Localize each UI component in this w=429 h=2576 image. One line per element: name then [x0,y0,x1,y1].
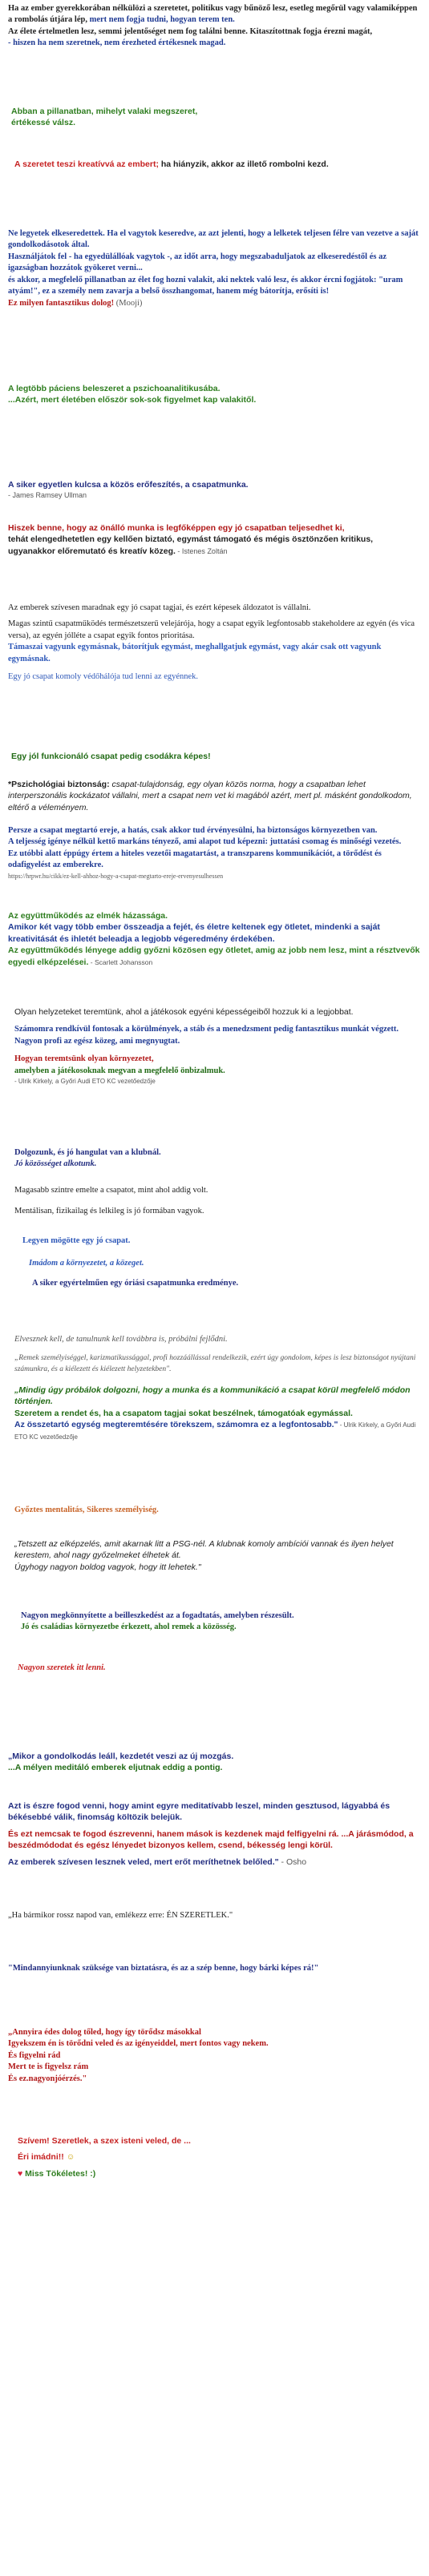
quote-text: Támaszai vagyunk egymásnak, bátorítjuk egymást, meghallgatjuk egymást, vagy akár csak ott vagyunk egymásnak. [8,643,382,663]
quote-text: Az emberek szívesen lesznek veled, mert erőt meríthetnek belőled." [8,1856,279,1867]
quote-text: Ne legyetek elkeseredettek. Ha el vagytok keseredve, az azt jelenti, hogy a lelketek teljesen félre van vezetve a saját gondolkodásotok által. [8,229,419,250]
quote-text: Győztes mentalitás, Sikeres személyiség. [14,1506,159,1514]
quote-text: Amikor két vagy több ember összeadja a fejét, és életre keltenek egy ötletet, mindenki a saját kreativitását és ihletét beleadja a legjobb végeredmény érdekében. [8,922,380,944]
quote-block-psychoanalyst [8,383,422,406]
quote-block-miracles [11,751,425,762]
quote-block-osho [8,1800,422,1868]
quote-text: Nagyon megkönnyítette a beilleszkedést az a fogadtatás, amelyben részesült. [21,1611,294,1620]
quote-author: - Scarlett Johansson [88,957,153,966]
quote-text: A siker egyértelműen egy óriási csapatmunka eredménye. [32,1278,239,1288]
quote-text: Az együttműködés az elmék házassága. [8,911,168,921]
quote-block-i-love-you [8,1910,422,1921]
quote-text: A legtöbb páciens beleszeret a pszichoanalitikusába. [8,384,221,393]
quote-text: amelyben a játékosoknak megvan a megfelelő önbizalmuk. [14,1066,225,1075]
quote-text: "Mindannyiunknak szüksége van biztatásra, és az a szép benne, hogy bárki képes rá!" [8,1964,319,1973]
quote-block-creative [14,159,415,170]
quote-block-good-atmosphere [14,1147,419,1289]
quote-text: És ez.nagyonjóérzés." [8,2074,87,2083]
quote-text: Szeretem a rendet és, ha a csapatom tagjai sokat beszélnek, támogatóak egymással. [14,1408,353,1418]
quote-block-caring [8,2027,422,2085]
quote-text: Miss Tökéletes! :) [25,2168,96,2179]
quote-text: ...Azért, mert életében először sok-sok figyelmet kap valakitől. [8,395,257,405]
quote-text: értékessé válsz. [11,118,75,128]
quote-text: Mentálisan, fizikailag és lelkileg is jó formában vagyok. [14,1207,204,1216]
quote-text: „Mikor a gondolkodás leáll, kezdetét veszi az új mozgás. [8,1752,234,1761]
quote-term: *Pszichológiai biztonság: [8,780,110,789]
quote-block-integration [21,1611,418,1634]
quote-block-retention [8,825,422,881]
quote-block-johansson [8,910,422,968]
quote-text: Az együttműködés lényege addig győzni közösen egy ötletet, amig az jobb nem lesz, mint a résztvevők egyedi elképzelései. [8,945,420,967]
heart-icon: ♥ [18,2168,23,2179]
quote-block-mooji [8,228,422,309]
quote-text: És ezt nemcsak te fogod észrevenni, hanem mások is kezdenek majd felfigyelni rá. ...A járásmódod, a beszédmódodat és egész lényedet bizonyos kellem, csend, békesség lengi körül. [8,1828,414,1851]
quote-text: - hiszen ha nem szeretnek, nem érezheted értékesnek magad. [8,38,226,48]
quote-text: Használjátok fel - ha egyedülállóak vagytok -, az időt arra, hogy megszabaduljatok az elkeseredéstől és az igazságban hozzátok gyökeret verni... [8,252,387,273]
quote-block-psg [14,1538,419,1573]
quote-block-meditation [8,1751,422,1774]
quote-text: és akkor, a megfelelő pillanatban az élet fog hozni valakit, aki nektek való lesz, és akkor ércni fogjátok: "uram atyám!", ez a személy nem zavarja a belső összhangomat, hanem még bátorítja, erősíti is! [8,275,403,296]
quote-text: Hiszek benne, hogy az önálló munka is legfőképpen egy jó csapatban teljesedhet ki, [8,523,345,533]
quote-author: - Osho [278,1856,307,1867]
quote-block-miss-perfect [18,2135,429,2179]
quote-text: „Tetszett az elképzelés, amit akarnak litt a PSG-nél. A klubnak komoly ambíciói vannak és ilyen helyet kerestem, ahol nagy győzelmeket élhetek át. [14,1539,394,1561]
quote-author: - James Ramsey Ullman [8,491,87,500]
quote-text: Jó közösséget alkotunk. [14,1159,97,1169]
quote-text: Magasabb szintre emelte a csapatot, mint ahol addig volt. [14,1185,208,1195]
quote-line [18,2168,429,2179]
quote-text: A szeretet teszi kreatívvá az embert; [14,159,159,169]
quote-text: A siker egyetlen kulcsa a közös erőfeszítés, a csapatmunka. [8,480,249,490]
quote-block-winning-mentality [14,1505,428,1516]
quote-text: Az élete értelmetlen lesz, semmi jelentőséget nem fog találni benne. Kitaszítottnak fogja érezni magát, [8,26,373,36]
quote-text: Olyan helyzeteket teremtünk, ahol a játékosok egyéni képességeiből hozzuk ki a legjobbat. [14,1007,354,1017]
quote-text: „Annyira édes dolog tőled, hogy így törődsz másokkal [8,2028,201,2037]
quote-text: Egy jó csapat komoly védőhálója tud lenni az egyénnek. [8,672,199,682]
quote-text: Ez utóbbi alatt éppúgy értem a hiteles vezetői magatartást, a transzparens kommunikációt, a törődést és odafigyelést az emberekre. [8,849,382,870]
quote-block-love-here [18,1663,429,1674]
quote-block-valuable [11,106,425,129]
quote-text: „Mindig úgy próbálok dolgozni, hogy a munka és a kommunikáció a csapat körül megfelelő módon történjen. [14,1385,411,1407]
quote-text: Persze a csapat megtartó ereje, a hatás, csak akkor tud érvényesülni, ha biztonságos környezetben van. [8,826,378,835]
quote-text: Nagyon profi az egész közeg, ami megnyugtat. [14,1036,180,1046]
quote-author: - Ulrik Kirkely, a Győri Audi ETO KC vezetőedzője [14,1421,416,1441]
quote-text: Magas szintű csapatműködés természetszerű velejárója, hogy a csapat egyik legfontosabb stakeholdere az egyén (és vica versa), az egyén jólléte a csapat egyik fontos prioritása. [8,619,415,640]
quote-text: „Ha bármikor rossz napod van, emlékezz erre: ÉN SZERETLEK." [8,1911,233,1920]
quote-block-kirkely-2 [14,1334,419,1443]
quote-text: És figyelni rád [8,2050,61,2060]
quote-text: tehát elengedhetetlen egy kellően biztató, egymást támogató és mégis ösztönzően kritikus, ugyanakkor előremutató és kreatív közeg. [8,534,374,556]
quote-text: A teljesség igénye nélkül kettő markáns tényező, ami alapot tud képezni: juttatási csomag és minőségi vezetés. [8,837,402,847]
quote-block-kirkely-1 [14,1006,419,1086]
quote-text: Nagyon szeretek itt lenni. [18,1663,106,1672]
quote-block-psych-safety [8,779,422,813]
quote-text: Mert te is figyelsz rám [8,2062,89,2072]
smiley-icon: ☺ [66,2152,75,2163]
quote-author: - Istenes Zoltán [175,546,228,555]
quote-text: Ha az ember gyerekkorában nélkülözi a szeretetet, politikus vagy bűnöző lesz, esetleg megőrül vagy valamiképpen a rombolás útjára lép, [8,4,418,25]
quote-text: Igyekszem én is törődni veled és az igényeiddel, mert fontos vagy nekem. [8,2039,269,2049]
quote-text: Egy jól funkcionáló csapat pedig csodákra képes! [11,752,211,761]
quote-text: Elvesznek kell, de tanulnunk kell továbbra is, próbálni fejlődni. [14,1335,228,1344]
quote-text: Számomra rendkívül fontosak a körülmények, a stáb és a menedzsment pedig fantasztikus munkát végzett. [14,1025,399,1034]
source-link[interactable]: https://hrpwr.hu/cikk/ez-kell-ahhoz-hogy-a-csapat-megtarto-ereje-ervenyesulhessen [8,872,224,880]
quote-text: Imádom a környezetet, a közeget. [29,1259,144,1268]
quote-line [18,2151,429,2163]
quote-text: Abban a pillanatban, mihelyt valaki megszeret, [11,107,198,116]
quote-text: ...A mélyen meditáló emberek eljutnak eddig a pontig. [8,1763,223,1773]
quote-text: Legyen mögötte egy jó csapat. [22,1236,131,1245]
quote-text: Az emberek szívesen maradnak egy jó csapat tagjai, és ezért képesek áldozatot is vállalni. [8,603,311,612]
quote-block-childhood-love [8,3,422,50]
quote-text: Hogyan teremtsünk olyan környezetet, [14,1054,154,1064]
quote-text: „Remek személyiséggel, karizmatikussággal, profi hozzáállással rendelkezik, ezért úgy gondolom, képes is lesz biztonságot nyújtani számunkra, és a kiélezett és kiélezett helyzetekben". [14,1354,416,1373]
quote-block-ullman [8,479,422,501]
quote-text: Szívem! Szeretlek, a szex isteni veled, de ... [18,2136,191,2146]
quote-text: Ez milyen fantasztikus dolog! [8,298,115,308]
quote-block-team [8,603,422,683]
quote-text: Dolgozunk, és jó hangulat van a klubnál. [14,1148,161,1157]
quote-text: Azt is észre fogod venni, hogy amint egyre meditatívabb leszel, minden gesztusod, lágyabbá és békésebbé válik, finomság költözik belejük. [8,1801,391,1823]
quote-block-encouragement [8,1963,422,1974]
quote-text: Éri imádni!! [18,2152,64,2163]
quote-text: mert nem fogja tudni, hogyan terem ten. [89,15,235,25]
quote-text: csapat-tulajdonság, egy olyan közös norma, hogy a csapatban lehet interperszonális kockázatot vállalni, mert a csapat nem vet ki magából azért, mert pl. másként gondolkodom, eltérő a véleményem. [8,780,412,812]
quote-text: ha hiányzik, akkor az illető rombolni kezd. [158,159,329,169]
quote-text: Jó és családias környezetbe érkezett, ahol remek a közösség. [21,1623,237,1632]
quote-author: (Mooji) [114,298,143,308]
quote-author: - Ulrik Kirkely, a Győri Audi ETO KC vezetőedzője [14,1078,156,1086]
quote-text: Úgyhogy nagyon boldog vagyok, hogy itt lehetek." [14,1562,201,1572]
quote-text: Az összetartó egység megteremtésére törekszem, számomra ez a legfontosabb." [14,1420,338,1430]
quote-block-istenes [8,522,422,557]
